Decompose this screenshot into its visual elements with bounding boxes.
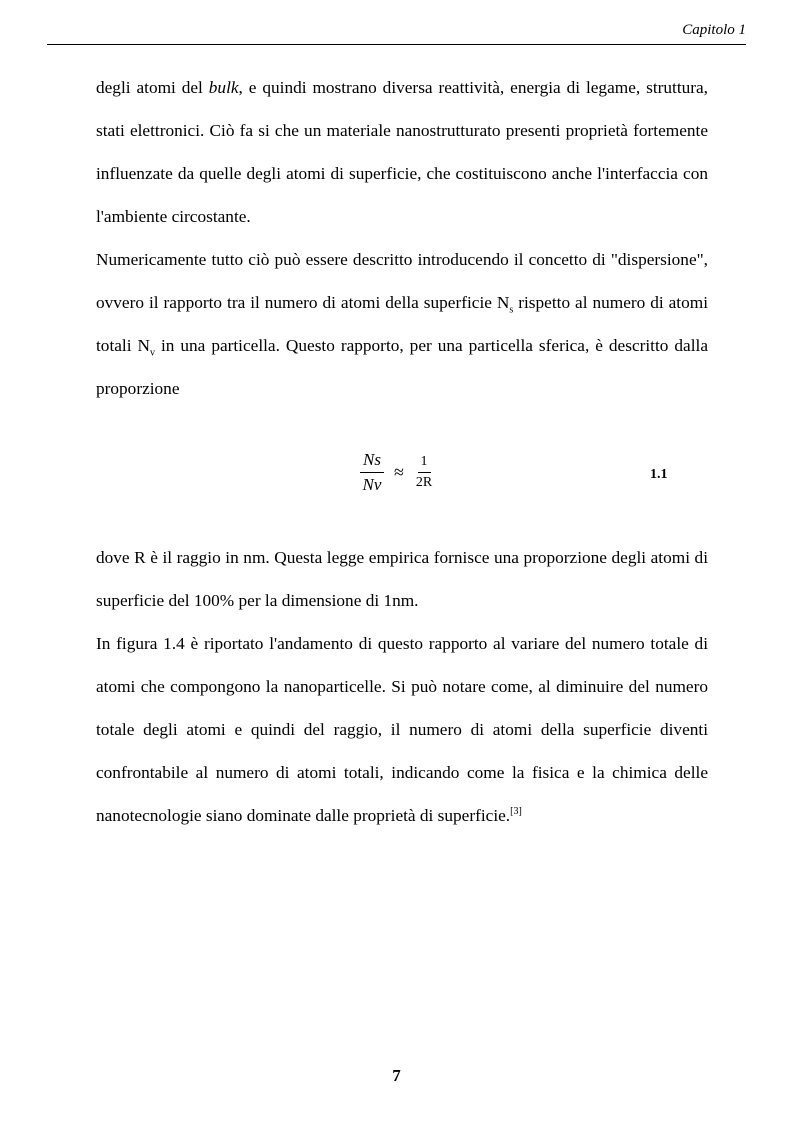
subscript-s: s: [509, 304, 514, 316]
paragraph-4: [96, 622, 708, 837]
text-block-top: [96, 66, 708, 410]
paragraph-1-start: degli atomi del: [96, 78, 209, 97]
equation-lhs-denominator: Nv: [362, 475, 382, 494]
subscript-v: v: [149, 347, 155, 359]
header-rule: [47, 44, 746, 45]
equation-1-1: [360, 450, 432, 495]
paragraph-1: [96, 66, 708, 238]
equation-rhs-fraction: [416, 454, 432, 491]
equation-lhs-fraction: [360, 450, 384, 495]
page-number: 7: [392, 1066, 401, 1085]
paragraph-2-start: Numericamente tutto ciò può essere descritto introducendo il concetto di "dispersione", ovvero il rapporto tra il numero di atomi della superficie N: [96, 250, 708, 312]
paragraph-2-middle: rispetto al numero di atomi totali N: [96, 293, 708, 355]
equation-rhs-denominator: 2R: [415, 475, 433, 490]
equation-approx-sign: ≈: [393, 462, 404, 482]
paragraph-1-rest: , e quindi mostrano diversa reattività, energia di legame, struttura, stati elettronici. Ciò fa si che un materiale nanostrutturato presenti proprietà fortemente influenzate da quelle degli atomi di superficie, che costituiscono anche l'interfaccia con l'ambiente circostante.: [96, 78, 709, 226]
equation-number: 1.1: [650, 467, 668, 482]
bulk-term: bulk: [208, 78, 239, 97]
paragraph-2: [96, 238, 708, 410]
paragraph-2-end: in una particella. Questo rapporto, per una particella sferica, è descritto dalla proporzione: [96, 336, 708, 398]
text-block-bottom: [96, 536, 708, 837]
citation-ref: [3]: [510, 806, 522, 818]
paragraph-4-text: In figura 1.4 è riportato l'andamento di questo rapporto al variare del numero totale di atomi che compongono la nanoparticelle. Si può notare come, al diminuire del numero totale degli atomi e quindi del raggio, il numero di atomi della superficie diventi confrontabile al numero di atomi totali, indicando come la fisica e la chimica delle nanotecnologie siano dominate dalle proprietà di superficie.: [96, 634, 708, 825]
chapter-header: Capitolo 1: [682, 22, 746, 38]
equation-rhs-numerator: 1: [418, 454, 431, 473]
paragraph-3: dove R è il raggio in nm. Questa legge empirica fornisce una proporzione degli atomi di superficie del 100% per la dimensione di 1nm.: [96, 548, 708, 610]
equation-lhs-numerator: Ns: [360, 450, 384, 473]
